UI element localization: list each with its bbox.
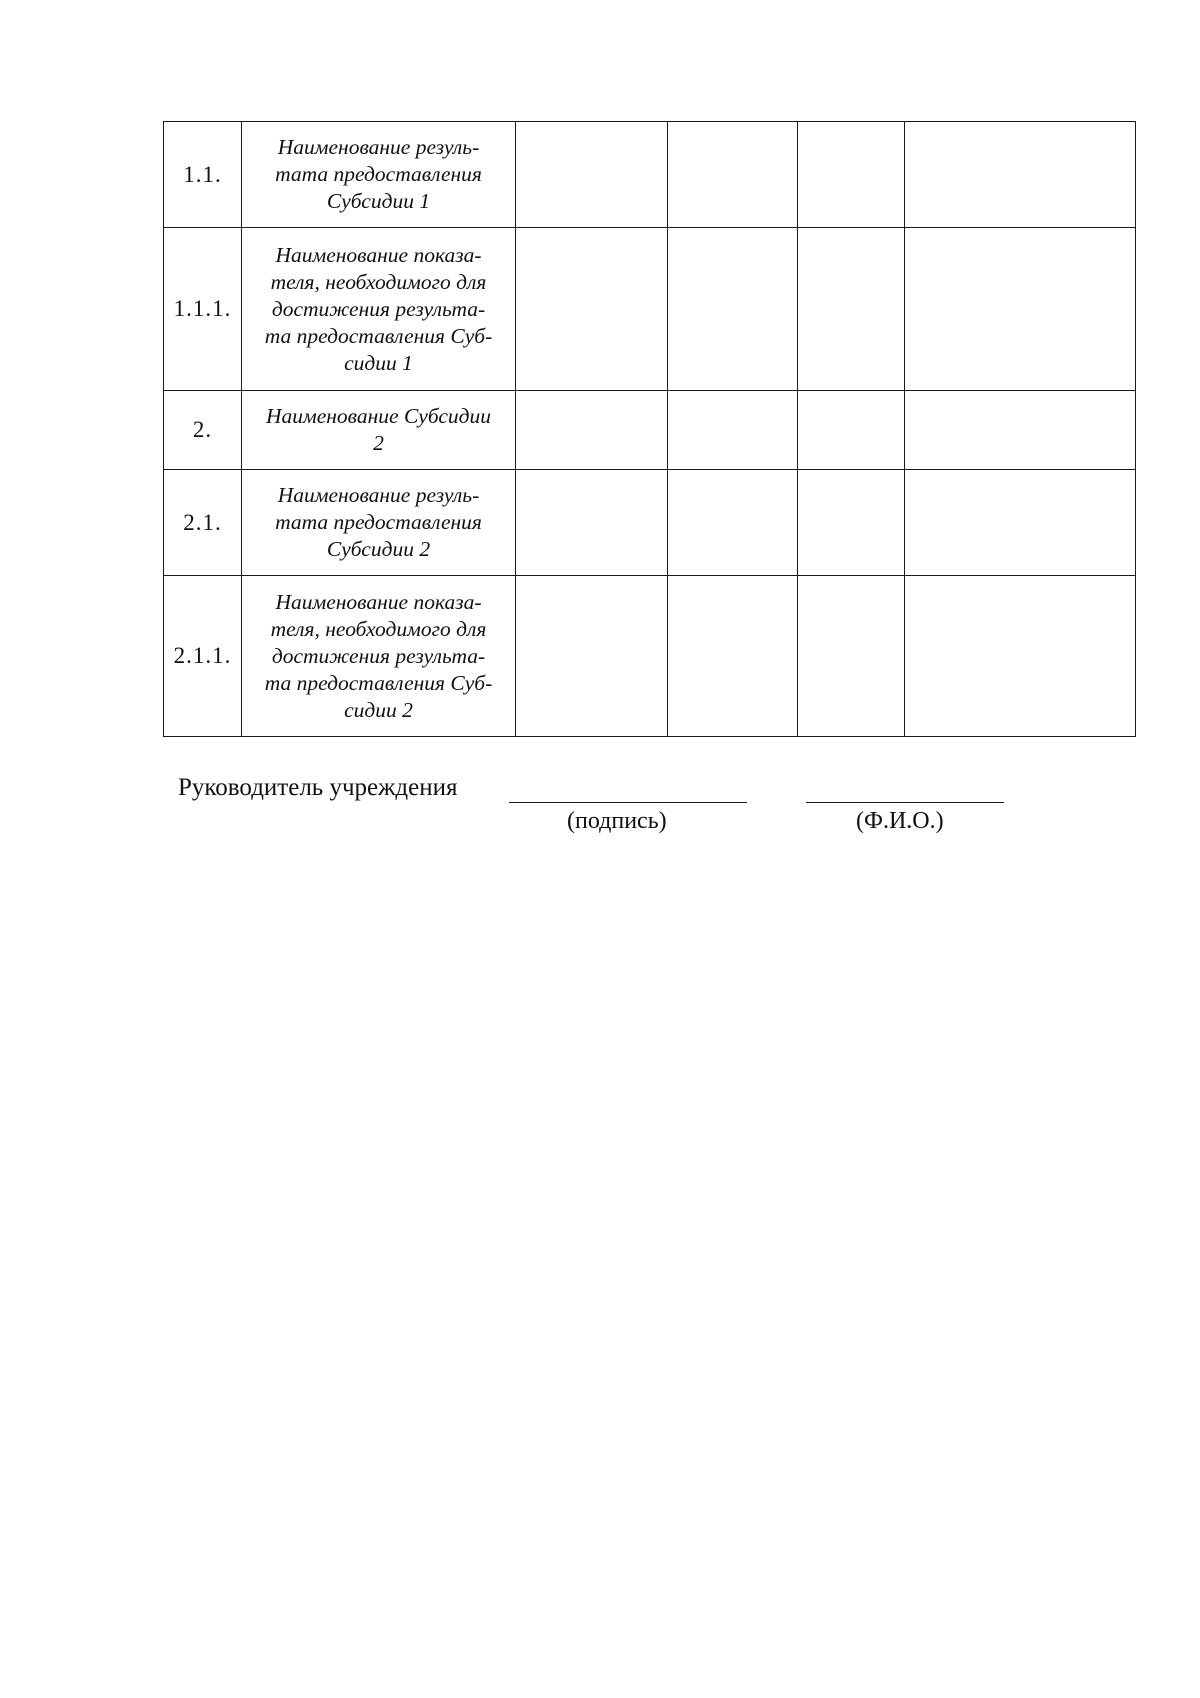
- signature-caption: (подпись): [567, 808, 667, 834]
- empty-cell: [668, 576, 798, 737]
- table-row: [164, 122, 1136, 228]
- table-row: [164, 391, 1136, 470]
- row-name: Наименование резуль- тата предоставления Субсидии 1: [242, 122, 516, 228]
- row-number: 2.1.: [164, 470, 242, 576]
- subsidy-table: [163, 121, 1136, 737]
- row-name: Наименование показа- теля, необходимого для достижения результа- та предоставления Суб- сидии 2: [242, 576, 516, 737]
- signature-line: [509, 802, 747, 803]
- empty-cell: [798, 122, 905, 228]
- row-name: Наименование Субсидии 2: [242, 391, 516, 470]
- row-name: Наименование резуль- тата предоставления Субсидии 2: [242, 470, 516, 576]
- empty-cell: [905, 391, 1136, 470]
- empty-cell: [905, 576, 1136, 737]
- empty-cell: [668, 470, 798, 576]
- row-number: 2.1.1.: [164, 576, 242, 737]
- signature-label: Руководитель учреждения: [178, 774, 458, 801]
- table-row: [164, 228, 1136, 391]
- table-row: [164, 576, 1136, 737]
- empty-cell: [798, 576, 905, 737]
- row-number: 1.1.: [164, 122, 242, 228]
- empty-cell: [905, 470, 1136, 576]
- name-line: [806, 802, 1004, 803]
- empty-cell: [905, 228, 1136, 391]
- empty-cell: [798, 228, 905, 391]
- empty-cell: [516, 470, 668, 576]
- empty-cell: [668, 391, 798, 470]
- empty-cell: [516, 122, 668, 228]
- empty-cell: [798, 470, 905, 576]
- name-caption: (Ф.И.О.): [856, 808, 944, 834]
- row-name: Наименование показа- теля, необходимого для достижения результа- та предоставления Суб- сидии 1: [242, 228, 516, 391]
- empty-cell: [516, 576, 668, 737]
- empty-cell: [905, 122, 1136, 228]
- empty-cell: [516, 228, 668, 391]
- empty-cell: [668, 122, 798, 228]
- row-number: 1.1.1.: [164, 228, 242, 391]
- empty-cell: [668, 228, 798, 391]
- row-number: 2.: [164, 391, 242, 470]
- table-row: [164, 470, 1136, 576]
- empty-cell: [798, 391, 905, 470]
- empty-cell: [516, 391, 668, 470]
